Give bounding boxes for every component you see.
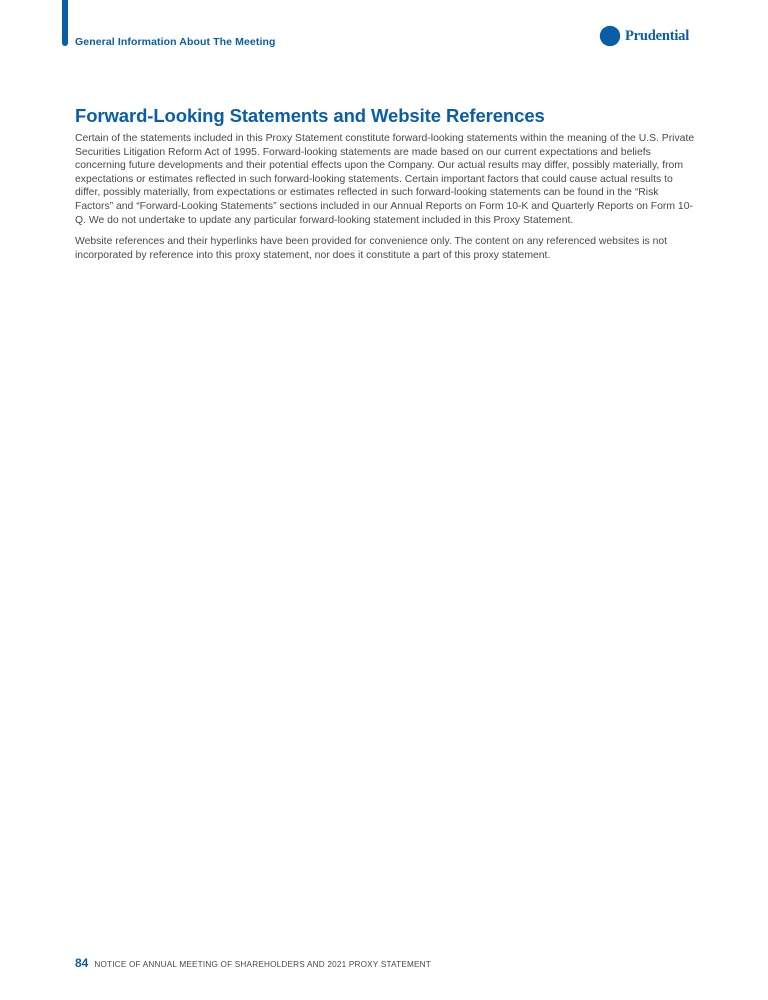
paragraph-website-references: Website references and their hyperlinks have been provided for convenience only. The content on any referenced websites is not incorporated by reference into this proxy statement, nor does it constitute a part of this proxy statement. (75, 236, 668, 261)
prudential-rock-icon (599, 25, 621, 47)
body-text (75, 132, 695, 270)
page-number: 84 (75, 956, 89, 970)
header-accent-bar (62, 0, 68, 46)
paragraph-forward-looking: Certain of the statements included in this Proxy Statement constitute forward-looking statements within the meaning of the U.S. Private Securities Litigation Reform Act of 1995. Forward-looking statements are made based on our current expectations and beliefs concerning future developments and their potential effects upon the Company. Our actual results may differ, possibly materially, from expectations or estimates reflected in such forward-looking statements. Certain important factors that could cause actual results to differ, possibly materially, from expectations or estimates reflected in such forward-looking statements can be found in the “Risk Factors” and “Forward-Looking Statements” sections included in our Annual Reports on Form 10-K and Quarterly Reports on Form 10-Q. We do not undertake to update any particular forward-looking statement included in this Proxy Statement. (75, 133, 695, 226)
footer-text: NOTICE OF ANNUAL MEETING OF SHAREHOLDERS AND 2021 PROXY STATEMENT (94, 960, 431, 969)
logo-wordmark: Prudential (625, 27, 690, 44)
page-footer (75, 956, 431, 970)
section-label: General Information About The Meeting (75, 36, 276, 48)
prudential-logo (599, 24, 689, 48)
page-title: Forward-Looking Statements and Website References (75, 105, 545, 126)
